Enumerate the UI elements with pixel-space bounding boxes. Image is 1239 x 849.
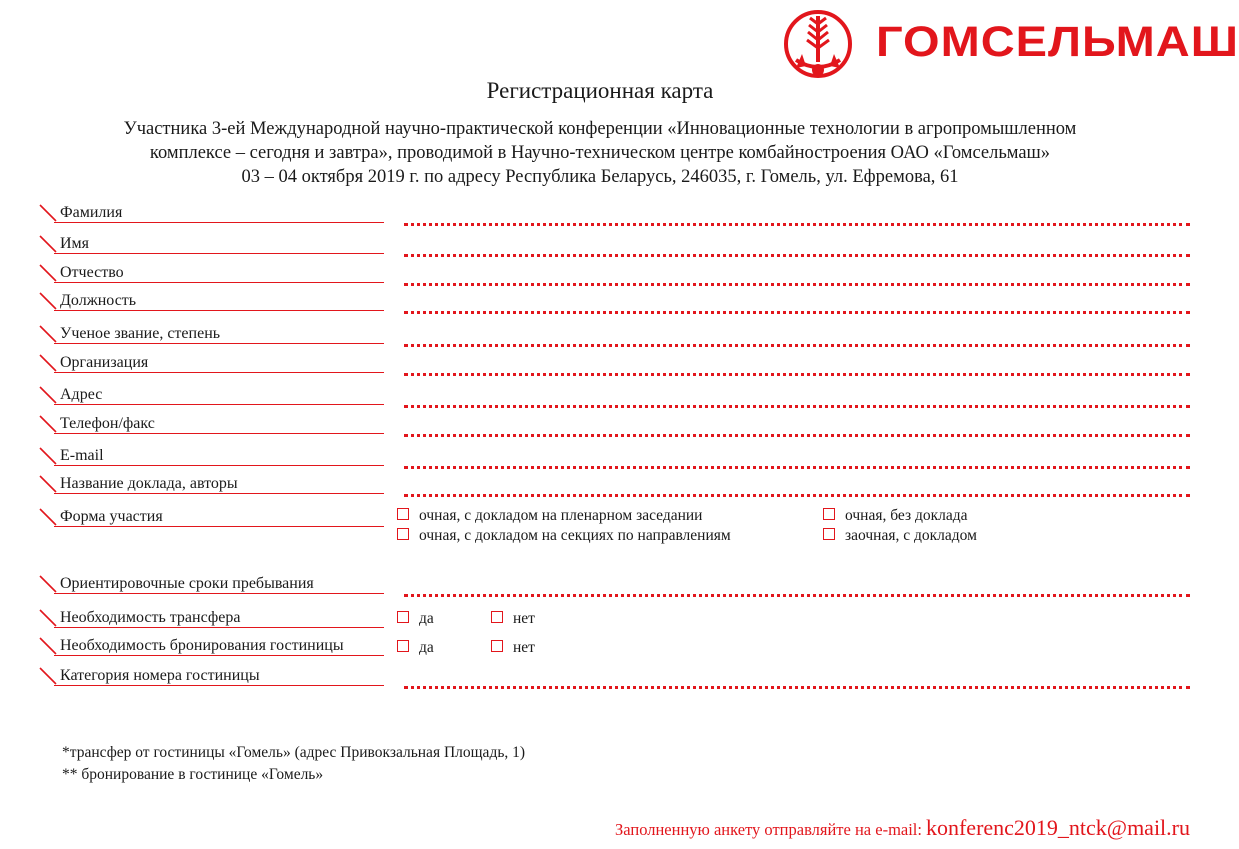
row-marker-icon: [38, 444, 58, 466]
label-underline: [54, 310, 384, 311]
subtitle-line: 03 – 04 октября 2019 г. по адресу Республика Беларусь, 246035, г. Гомель, ул. Ефремова, 61: [241, 167, 959, 187]
row-marker-icon: [38, 232, 58, 254]
checkbox-icon[interactable]: [397, 611, 409, 623]
hotel-booking-no-option[interactable]: [491, 639, 535, 657]
row-marker-icon: [38, 412, 58, 434]
field-input-line[interactable]: [404, 223, 1190, 226]
field-label: Имя: [60, 235, 90, 252]
brand-logo: [782, 10, 1239, 82]
field-row: [38, 201, 1188, 227]
row-marker-icon: [38, 634, 58, 656]
field-row: [38, 444, 1188, 470]
stay-row: [38, 572, 1188, 598]
room-category-label: Категория номера гостиницы: [60, 667, 260, 684]
field-row: [38, 261, 1188, 287]
label-underline: [54, 493, 384, 494]
field-input-line[interactable]: [404, 494, 1190, 497]
label-underline: [54, 282, 384, 283]
transfer-no-option[interactable]: [491, 610, 535, 628]
note-booking: ** бронирование в гостинице «Гомель»: [62, 766, 324, 783]
gomselmash-emblem-icon: [782, 10, 854, 82]
label-underline: [54, 655, 384, 656]
field-row: [38, 289, 1188, 315]
option-label: очная, с докладом на пленарном заседании: [419, 507, 703, 524]
row-marker-icon: [38, 472, 58, 494]
footer-text: Заполненную анкету отправляйте на e-mail:: [615, 820, 922, 839]
field-row: [38, 472, 1188, 498]
label-underline: [54, 627, 384, 628]
checkbox-icon[interactable]: [823, 528, 835, 540]
field-label: Должность: [60, 292, 137, 309]
footer-email-link[interactable]: konferenc2019_ntck@mail.ru: [925, 815, 1190, 840]
field-input-line[interactable]: [404, 254, 1190, 257]
label-underline: [54, 526, 384, 527]
field-input-line[interactable]: [404, 434, 1190, 437]
checkbox-icon[interactable]: [491, 640, 503, 652]
row-marker-icon: [38, 664, 58, 686]
field-input-line[interactable]: [404, 373, 1190, 376]
checkbox-icon[interactable]: [397, 640, 409, 652]
transfer-yes-option[interactable]: [397, 610, 434, 628]
field-input-line[interactable]: [404, 405, 1190, 408]
label-underline: [54, 222, 384, 223]
label-underline: [54, 372, 384, 373]
row-marker-icon: [38, 351, 58, 373]
room-category-row: [38, 664, 1188, 690]
field-label: Название доклада, авторы: [60, 475, 238, 492]
hotel-booking-row: [38, 634, 1188, 660]
stay-label: Ориентировочные сроки пребывания: [60, 575, 314, 592]
page-subtitle: [30, 117, 1170, 189]
field-row: [38, 412, 1188, 438]
field-label: Организация: [60, 354, 149, 371]
checkbox-icon[interactable]: [823, 508, 835, 520]
option-label: заочная, с докладом: [845, 527, 977, 544]
participation-option-plenary[interactable]: [397, 507, 702, 525]
row-marker-icon: [38, 261, 58, 283]
option-label: да: [419, 639, 434, 656]
field-label: Фамилия: [60, 204, 123, 221]
field-label: Ученое звание, степень: [60, 325, 221, 342]
row-marker-icon: [38, 383, 58, 405]
field-row: [38, 322, 1188, 348]
transfer-row: [38, 606, 1188, 632]
participation-option-remote[interactable]: [823, 527, 977, 545]
field-input-line[interactable]: [404, 283, 1190, 286]
field-row: [38, 383, 1188, 409]
field-label: Телефон/факс: [60, 415, 155, 432]
field-row: [38, 351, 1188, 377]
transfer-label: Необходимость трансфера: [60, 609, 241, 626]
option-label: да: [419, 610, 434, 627]
subtitle-line: комплексе – сегодня и завтра», проводимой в Научно-техническом центре комбайностроения ОАО «Гомсельмаш»: [149, 143, 1051, 163]
field-input-line[interactable]: [404, 344, 1190, 347]
checkbox-icon[interactable]: [491, 611, 503, 623]
checkbox-icon[interactable]: [397, 528, 409, 540]
label-underline: [54, 433, 384, 434]
option-label: очная, без доклада: [845, 507, 968, 524]
participation-option-sections[interactable]: [397, 527, 731, 545]
footer-contact: [615, 815, 1190, 841]
label-underline: [54, 593, 384, 594]
room-category-input-line[interactable]: [404, 686, 1190, 689]
field-label: E-mail: [60, 447, 104, 464]
label-underline: [54, 343, 384, 344]
option-label: очная, с докладом на секциях по направлениям: [419, 527, 731, 544]
row-marker-icon: [38, 606, 58, 628]
row-marker-icon: [38, 289, 58, 311]
hotel-booking-yes-option[interactable]: [397, 639, 434, 657]
label-underline: [54, 685, 384, 686]
page-title: Регистрационная карта: [486, 78, 714, 103]
hotel-booking-label: Необходимость бронирования гостиницы: [60, 637, 344, 654]
brand-name: ГОМСЕЛЬМАШ: [876, 17, 1239, 65]
label-underline: [54, 404, 384, 405]
field-input-line[interactable]: [404, 311, 1190, 314]
subtitle-line: Участника 3-ей Международной научно-практической конференции «Инновационные технологии в агропромышленном: [123, 119, 1077, 139]
option-label: нет: [513, 639, 535, 656]
label-underline: [54, 465, 384, 466]
row-marker-icon: [38, 572, 58, 594]
participation-option-no-report[interactable]: [823, 507, 968, 525]
row-marker-icon: [38, 505, 58, 527]
field-input-line[interactable]: [404, 466, 1190, 469]
option-label: нет: [513, 610, 535, 627]
field-row: [38, 232, 1188, 258]
checkbox-icon[interactable]: [397, 508, 409, 520]
label-underline: [54, 253, 384, 254]
row-marker-icon: [38, 201, 58, 223]
field-label: Отчество: [60, 264, 124, 281]
row-marker-icon: [38, 322, 58, 344]
field-label: Адрес: [60, 386, 103, 403]
stay-input-line[interactable]: [404, 594, 1190, 597]
note-transfer: *трансфер от гостиницы «Гомель» (адрес Привокзальная Площадь, 1): [62, 744, 526, 761]
participation-label: Форма участия: [60, 508, 163, 525]
